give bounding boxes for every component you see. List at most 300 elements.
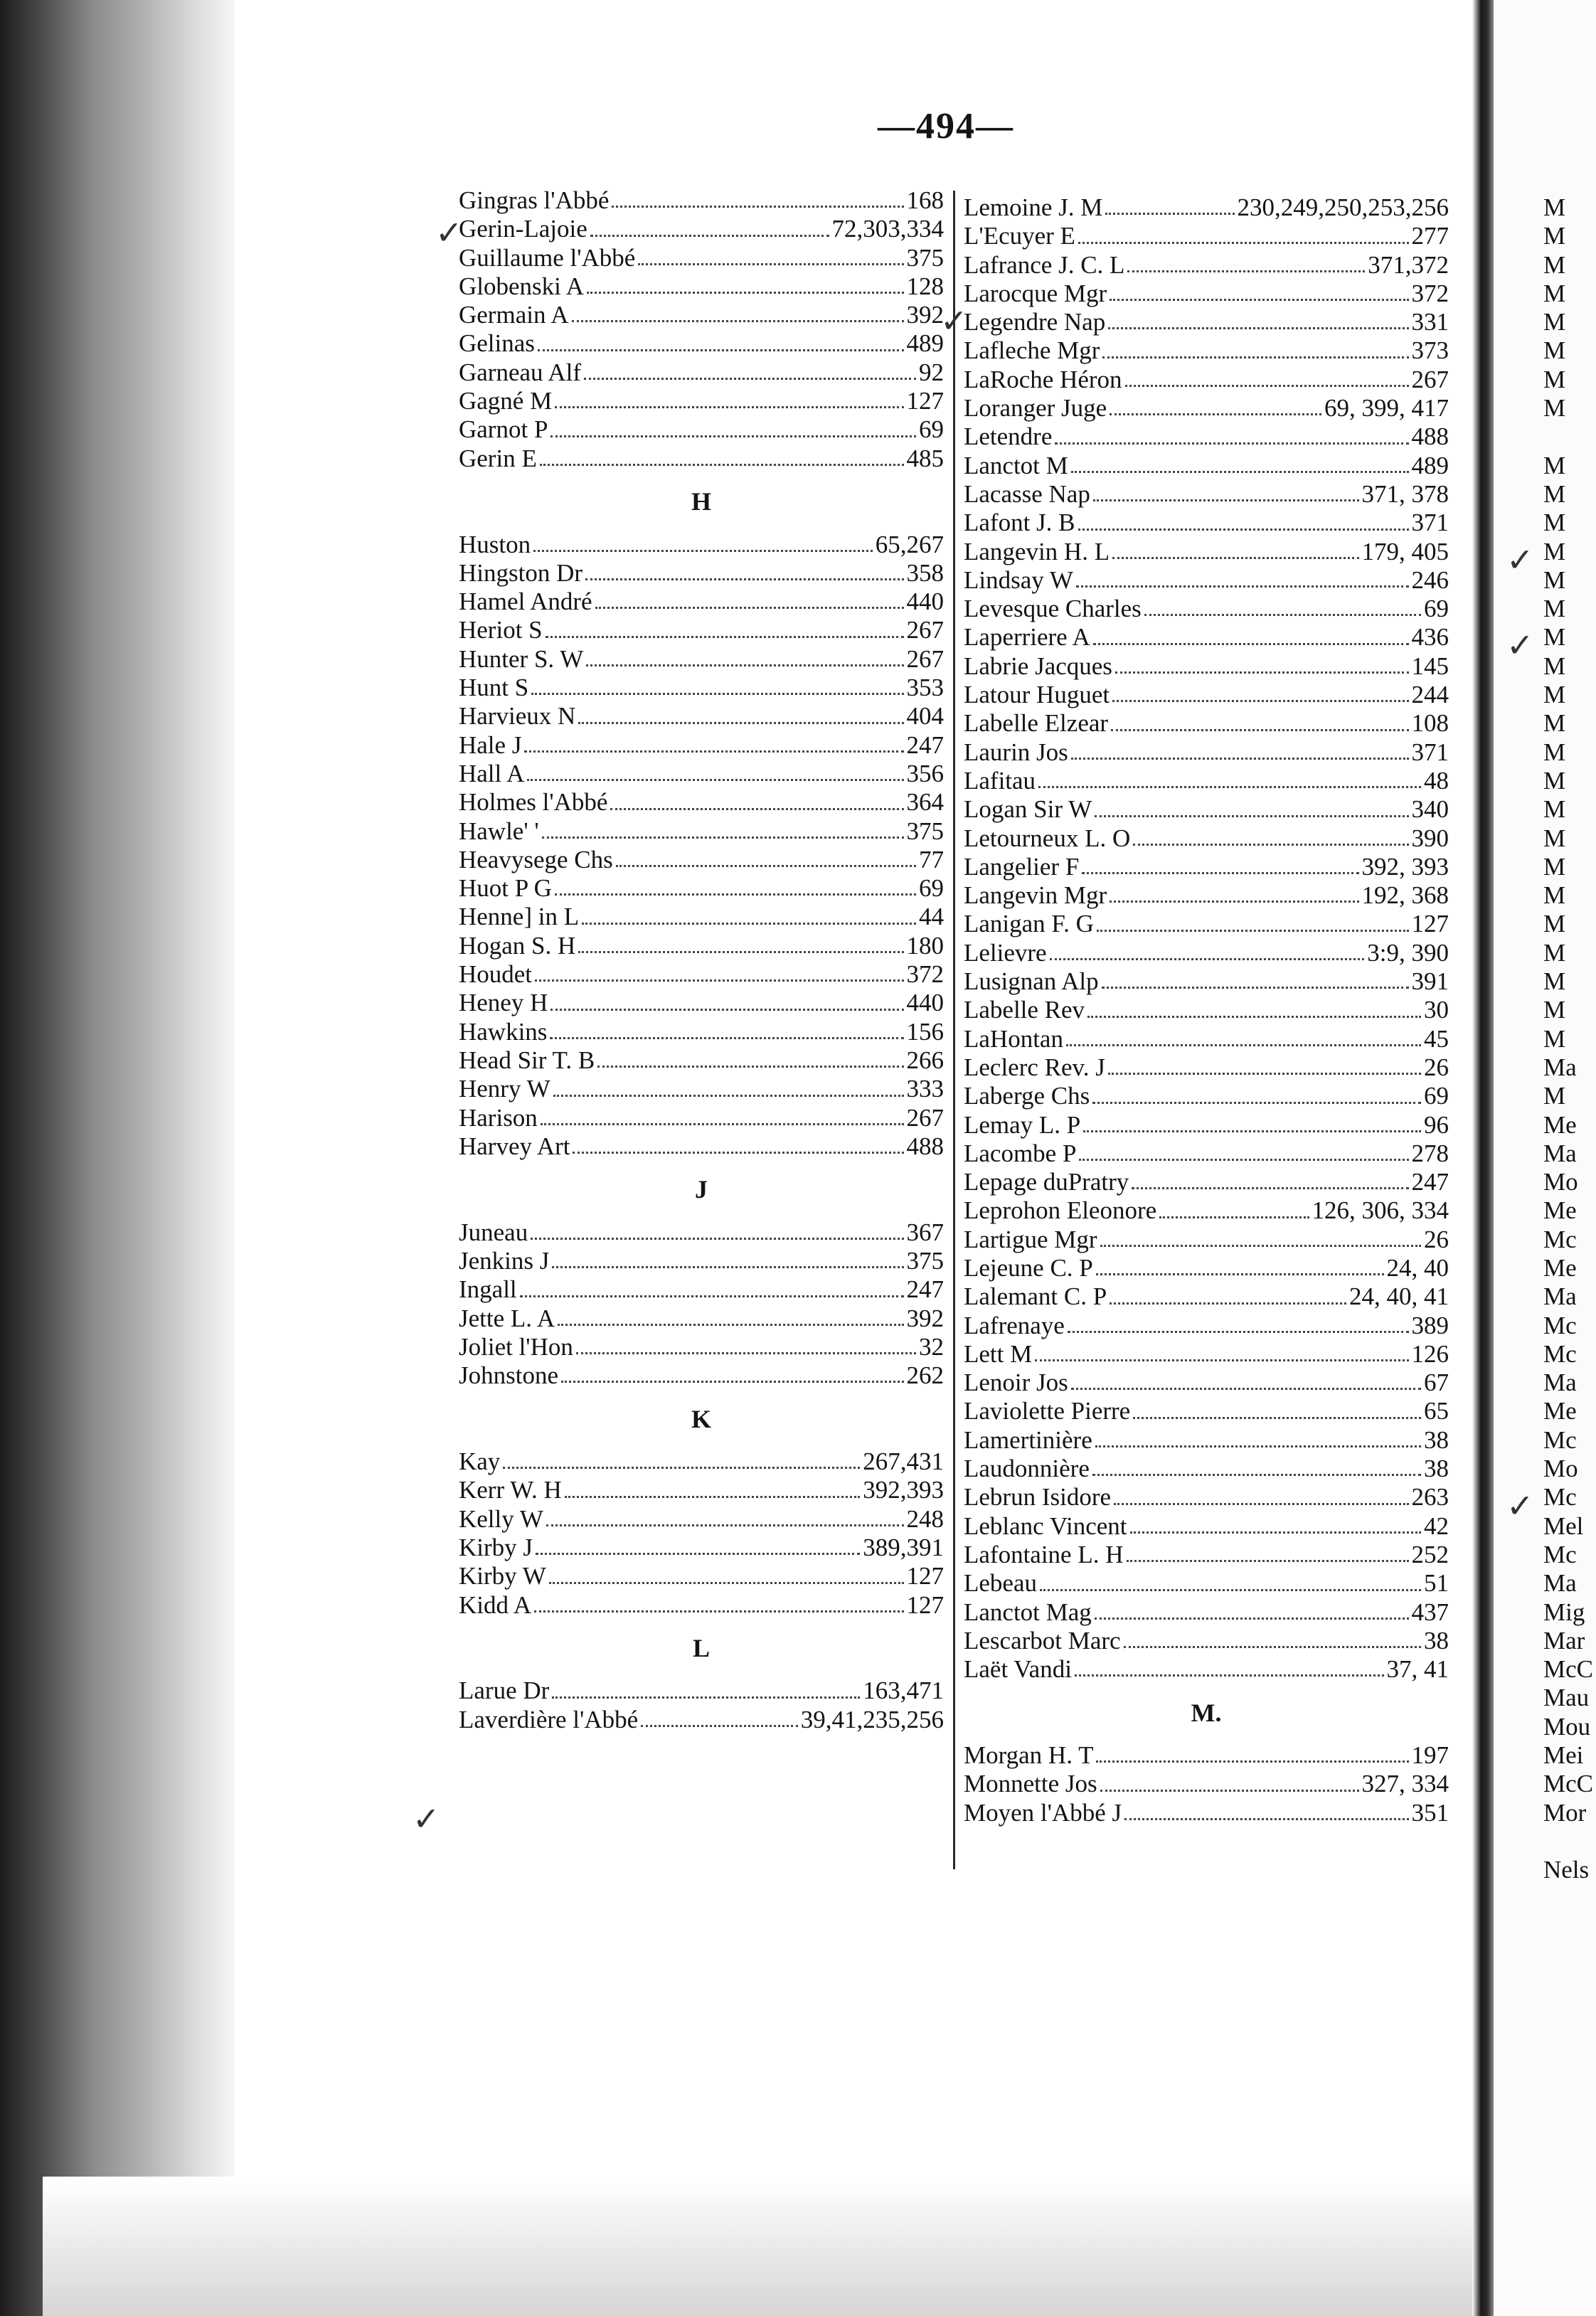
index-entry (459, 1505, 944, 1534)
dot-leader (555, 405, 903, 408)
index-entry (964, 1226, 1449, 1254)
dot-leader (1100, 1244, 1421, 1247)
dot-leader (1071, 470, 1409, 473)
entry-name: Letourneux L. O (964, 824, 1131, 852)
entry-pages: 39,41,235,256 (800, 1705, 944, 1733)
entry-pages: 488 (1411, 423, 1449, 451)
dot-leader (1125, 384, 1409, 387)
dot-leader (550, 1008, 903, 1011)
entry-name: Moyen l'Abbé J (964, 1798, 1122, 1827)
check-mark-icon: ✓ (1506, 1487, 1534, 1525)
entry-pages: 179, 405 (1361, 537, 1449, 565)
index-entry (964, 308, 1449, 336)
dot-leader (546, 1524, 904, 1526)
index-entry (459, 874, 944, 903)
entry-pages: 389 (1411, 1311, 1449, 1339)
index-entry (964, 681, 1449, 709)
index-entry (459, 1361, 944, 1390)
entry-pages: 69 (919, 874, 944, 903)
index-entry (459, 1018, 944, 1046)
dot-leader (576, 1351, 916, 1354)
index-entry (459, 1448, 944, 1476)
dot-leader (1096, 1760, 1408, 1763)
dot-leader (1133, 1416, 1421, 1419)
entry-pages: 38 (1424, 1626, 1449, 1654)
index-entry (459, 674, 944, 702)
entry-name: Morgan H. T (964, 1741, 1094, 1770)
entry-pages: 44 (919, 903, 944, 931)
dot-leader (542, 836, 904, 839)
fragment-entry: Ma (1543, 1569, 1577, 1598)
index-entry (964, 222, 1449, 250)
dot-leader (533, 549, 873, 552)
entry-pages: 372 (1411, 279, 1449, 307)
entry-pages: 72,303,334 (831, 215, 944, 243)
index-entry (964, 910, 1449, 938)
fragment-entry: M (1543, 336, 1566, 365)
entry-name: Hale J (459, 731, 522, 759)
dot-leader (524, 750, 903, 753)
dot-leader (1075, 1674, 1384, 1677)
entry-pages: 277 (1411, 222, 1449, 250)
dot-leader (1087, 1015, 1421, 1018)
dot-leader (541, 1122, 904, 1125)
dot-leader (1092, 1473, 1421, 1476)
entry-name: Laverdière l'Abbé (459, 1705, 639, 1733)
index-entry (964, 709, 1449, 738)
index-entry (964, 1741, 1449, 1770)
index-entry (964, 623, 1449, 652)
dot-leader (578, 950, 903, 953)
entry-pages: 247 (906, 1275, 944, 1304)
entry-pages: 38 (1424, 1425, 1449, 1454)
entry-pages: 42 (1424, 1512, 1449, 1540)
index-entry (459, 1132, 944, 1161)
entry-name: Holmes l'Abbé (459, 788, 608, 817)
entry-pages: 436 (1411, 623, 1449, 652)
dot-leader (503, 1466, 860, 1469)
entry-name: Laberge Chs (964, 1082, 1090, 1110)
index-entry (459, 358, 944, 387)
entry-pages: 126 (1411, 1339, 1449, 1368)
index-entry (964, 795, 1449, 824)
entry-name: Labelle Elzear (964, 709, 1109, 738)
dot-leader (1133, 843, 1408, 846)
index-entry (964, 1025, 1449, 1053)
entry-name: Hamel André (459, 588, 592, 616)
dot-leader (1159, 1216, 1309, 1218)
entry-pages: 127 (906, 387, 944, 415)
index-entry (964, 853, 1449, 881)
dot-leader (1082, 871, 1358, 874)
entry-name: Larocque Mgr (964, 279, 1107, 307)
dot-leader (1127, 1559, 1409, 1562)
entry-name: Latour Huguet (964, 681, 1110, 709)
entry-name: Harvey Art (459, 1132, 570, 1160)
dot-leader (1050, 957, 1365, 960)
entry-name: Lafleche Mgr (964, 336, 1100, 365)
index-entry (459, 1562, 944, 1590)
entry-pages: 127 (906, 1590, 944, 1619)
fragment-entry: M (1543, 1024, 1566, 1053)
index-entry (459, 1677, 944, 1705)
check-mark-icon: ✓ (1506, 541, 1534, 579)
entry-pages: 247 (906, 731, 944, 759)
dot-leader (1130, 1531, 1421, 1534)
entry-name: Lemoine J. M (964, 193, 1103, 221)
entry-pages: 126, 306, 334 (1312, 1196, 1449, 1225)
entry-pages: 263 (1411, 1483, 1449, 1512)
index-entry (964, 967, 1449, 996)
dot-leader (1078, 241, 1409, 244)
index-entry (459, 1534, 944, 1562)
fragment-entry: M (1543, 509, 1566, 537)
entry-pages: 266 (906, 1046, 944, 1074)
index-entry (964, 251, 1449, 280)
dot-leader (553, 1094, 904, 1097)
dot-leader (1102, 986, 1409, 989)
entry-pages: 69 (1424, 595, 1449, 623)
entry-pages: 440 (906, 989, 944, 1017)
entry-name: Laviolette Pierre (964, 1397, 1131, 1425)
entry-name: Kidd A (459, 1590, 532, 1619)
entry-pages: 391 (1411, 967, 1449, 996)
fragment-entry: M (1543, 795, 1566, 824)
index-entry (459, 932, 944, 960)
dot-leader (527, 778, 903, 781)
entry-name: Kirby W (459, 1562, 546, 1590)
entry-pages: 489 (1411, 451, 1449, 479)
entry-name: Lescarbot Marc (964, 1626, 1121, 1654)
entry-name: Lafont J. B (964, 509, 1075, 537)
fragment-entry: M (1543, 193, 1566, 221)
index-entry (964, 1140, 1449, 1168)
index-entry (964, 336, 1449, 365)
entry-pages: 3:9, 390 (1367, 938, 1449, 967)
entry-name: Lanigan F. G (964, 910, 1094, 938)
entry-pages: 485 (906, 444, 944, 472)
entry-name: Kirby J (459, 1533, 533, 1561)
entry-name: Monnette Jos (964, 1770, 1097, 1798)
entry-name: Lindsay W (964, 565, 1073, 594)
dot-leader (1110, 900, 1358, 903)
entry-name: Heriot S (459, 616, 543, 644)
dot-leader (558, 1323, 903, 1326)
entry-name: Lepage duPratry (964, 1168, 1129, 1196)
entry-pages: 69 (1424, 1082, 1449, 1110)
fragment-entry: M (1543, 910, 1566, 938)
dot-leader (536, 1552, 860, 1555)
index-entry (964, 1512, 1449, 1541)
dot-leader (586, 664, 903, 666)
dot-leader (1095, 1617, 1409, 1620)
index-entry (964, 738, 1449, 767)
entry-pages: 371 (1411, 738, 1449, 766)
dot-leader (1079, 1158, 1408, 1161)
dot-leader (1095, 1445, 1421, 1448)
entry-pages: 69 (919, 415, 944, 444)
entry-pages: 375 (906, 817, 944, 845)
fragment-entry: Mel (1543, 1512, 1584, 1540)
fragment-entry: M (1543, 394, 1566, 423)
index-entry (459, 1104, 944, 1132)
dot-leader (561, 1380, 904, 1383)
dot-leader (1110, 1302, 1346, 1305)
fragment-entry: M (1543, 881, 1566, 910)
dot-leader (1115, 671, 1409, 674)
index-entry (459, 445, 944, 473)
entry-name: Heney H (459, 989, 548, 1017)
dot-leader (573, 1151, 903, 1154)
dot-leader (1132, 1186, 1408, 1189)
entry-name: LaRoche Héron (964, 365, 1122, 393)
dot-leader (582, 922, 916, 925)
fragment-entry: Mo (1543, 1168, 1578, 1196)
fragment-entry: Mc (1543, 1483, 1577, 1512)
dot-leader (1124, 1817, 1408, 1820)
index-entry (964, 538, 1449, 566)
fragment-entry: Mc (1543, 1339, 1577, 1368)
fragment-entry: M (1543, 451, 1566, 479)
entry-pages: 30 (1424, 996, 1449, 1024)
fragment-entry: Mo (1543, 1455, 1578, 1483)
entry-name: Lafrance J. C. L (964, 250, 1125, 279)
entry-name: Joliet l'Hon (459, 1332, 573, 1361)
entry-pages: 392,393 (863, 1476, 944, 1504)
dot-leader (520, 1295, 904, 1297)
dot-leader (1102, 356, 1408, 358)
entry-pages: 262 (906, 1361, 944, 1390)
entry-name: Hall A (459, 759, 525, 787)
dot-leader (1108, 326, 1408, 329)
entry-name: Leprohon Eleonore (964, 1196, 1157, 1225)
entry-name: Lebrun Isidore (964, 1483, 1112, 1512)
index-entry (964, 480, 1449, 509)
index-entry (459, 1591, 944, 1620)
fragment-entry: Ma (1543, 1369, 1577, 1397)
index-entry (964, 280, 1449, 308)
index-entry (964, 1598, 1449, 1627)
entry-name: Lafrenaye (964, 1311, 1065, 1339)
dot-leader (1114, 1502, 1408, 1505)
entry-pages: 392 (906, 1304, 944, 1332)
dot-leader (1097, 929, 1409, 932)
entry-name: Henne] in L (459, 903, 580, 931)
entry-pages: 192, 368 (1361, 881, 1449, 910)
dot-leader (1066, 1043, 1421, 1046)
index-entry (459, 215, 944, 243)
index-entry (459, 1333, 944, 1361)
entry-name: Laudonnière (964, 1455, 1090, 1483)
fragment-entry: M (1543, 308, 1566, 336)
entry-pages: 145 (1411, 652, 1449, 680)
entry-name: Hingston Dr (459, 558, 583, 587)
entry-pages: 38 (1424, 1455, 1449, 1483)
entry-pages: 128 (906, 272, 944, 300)
entry-pages: 353 (906, 674, 944, 702)
entry-name: Langevin Mgr (964, 881, 1107, 910)
entry-name: Lalemant C. P (964, 1282, 1107, 1311)
entry-name: Harison (459, 1103, 538, 1132)
entry-name: Laët Vandi (964, 1655, 1072, 1684)
entry-pages: 392 (906, 301, 944, 329)
entry-pages: 244 (1411, 681, 1449, 709)
dot-leader (550, 435, 916, 437)
fragment-entry: M (1543, 250, 1566, 279)
index-entry (459, 588, 944, 616)
entry-name: Lett M (964, 1339, 1033, 1368)
entry-name: Juneau (459, 1218, 528, 1246)
dot-leader (534, 1610, 903, 1613)
entry-pages: 230,249,250,253,256 (1237, 193, 1449, 221)
index-entry (964, 1053, 1449, 1082)
dot-leader (1110, 298, 1408, 301)
entry-pages: 248 (906, 1504, 944, 1533)
entry-name: Letendre (964, 423, 1053, 451)
entry-name: Logan Sir W (964, 795, 1092, 824)
entry-name: Harvieux N (459, 702, 576, 731)
entry-name: Lebeau (964, 1569, 1037, 1598)
index-entry (964, 1397, 1449, 1425)
index-entry (964, 1541, 1449, 1569)
entry-name: Globenski A (459, 272, 584, 300)
entry-pages: 404 (906, 702, 944, 731)
index-entry (459, 989, 944, 1017)
entry-pages: 267 (906, 644, 944, 673)
entry-pages: 69, 399, 417 (1324, 394, 1449, 423)
dot-leader (565, 1495, 860, 1498)
index-entry (459, 301, 944, 329)
dot-leader (1096, 1273, 1384, 1275)
fragment-entry: M (1543, 738, 1566, 766)
entry-pages: 26 (1424, 1225, 1449, 1253)
fragment-entry: M (1543, 938, 1566, 967)
index-entry (459, 186, 944, 215)
entry-name: Garnot P (459, 415, 548, 444)
entry-name: Guillaume l'Abbé (459, 243, 636, 272)
entry-name: Leblanc Vincent (964, 1512, 1127, 1540)
index-entry (459, 1218, 944, 1247)
index-entry (964, 1082, 1449, 1110)
entry-pages: 246 (1411, 565, 1449, 594)
index-column-2 (964, 193, 1449, 1827)
entry-pages: 267 (906, 1103, 944, 1132)
fragment-bottom: Nels (1543, 1855, 1590, 1884)
entry-pages: 67 (1424, 1369, 1449, 1397)
dot-leader (1127, 270, 1365, 272)
fragment-entry: M (1543, 479, 1566, 508)
entry-pages: 197 (1411, 1741, 1449, 1770)
entry-name: Hawle' ' (459, 817, 539, 845)
fragment-entry: M (1543, 681, 1566, 709)
entry-pages: 247 (1411, 1168, 1449, 1196)
entry-name: Lelievre (964, 938, 1047, 967)
entry-pages: 331 (1411, 308, 1449, 336)
fragment-entry: Ma (1543, 1053, 1577, 1081)
dot-leader (1068, 1330, 1409, 1333)
dot-leader (535, 979, 903, 982)
entry-pages: 389,391 (863, 1533, 944, 1561)
entry-name: Hawkins (459, 1017, 548, 1046)
fragment-entry: Mau (1543, 1684, 1590, 1712)
index-entry (964, 193, 1449, 222)
entry-pages: 32 (919, 1332, 944, 1361)
index-column-3-fragments (1543, 193, 1596, 1884)
entry-name: Loranger Juge (964, 394, 1107, 423)
index-entry (964, 1282, 1449, 1311)
index-entry (964, 1455, 1449, 1483)
entry-name: Gagné M (459, 387, 553, 415)
fragment-entry: Mig (1543, 1598, 1585, 1626)
entry-name: Germain A (459, 301, 569, 329)
fragment-entry: Me (1543, 1397, 1577, 1425)
fragment-entry: M (1543, 652, 1566, 680)
dot-leader (616, 864, 916, 867)
index-entry (459, 415, 944, 444)
dot-leader (590, 234, 829, 237)
dot-leader (1092, 1101, 1421, 1104)
index-entry (459, 1305, 944, 1333)
entry-pages: 371, 378 (1361, 479, 1449, 508)
index-entry (459, 616, 944, 644)
entry-pages: 267 (1411, 365, 1449, 393)
entry-pages: 180 (906, 931, 944, 960)
dot-leader (1035, 1359, 1408, 1361)
fragment-entry: M (1543, 824, 1566, 852)
entry-name: Gelinas (459, 329, 535, 358)
fragment-entry: Mar (1543, 1626, 1585, 1654)
index-column-1 (459, 186, 944, 1734)
fragment-entry: M (1543, 623, 1566, 652)
dot-leader (1095, 814, 1408, 817)
index-entry (459, 387, 944, 415)
entry-name: Lenoir Jos (964, 1369, 1068, 1397)
check-mark-icon: ✓ (435, 213, 463, 252)
entry-pages: 127 (906, 1562, 944, 1590)
index-entry (459, 1075, 944, 1103)
entry-pages: 77 (919, 845, 944, 873)
dot-leader (1083, 1130, 1421, 1132)
index-entry (459, 645, 944, 674)
entry-pages: 371,372 (1368, 250, 1449, 279)
check-mark-icon: ✓ (413, 1800, 440, 1838)
entry-name: Hunt S (459, 674, 529, 702)
entry-pages: 37, 41 (1386, 1655, 1449, 1684)
dot-leader (546, 635, 904, 638)
index-entry (964, 1799, 1449, 1827)
index-entry (459, 1706, 944, 1734)
index-entry (459, 531, 944, 559)
page-number: —494— (878, 106, 1014, 147)
entry-pages: 278 (1411, 1139, 1449, 1167)
section-heading: L (692, 1633, 710, 1662)
dot-leader (1071, 1387, 1421, 1390)
index-entry (459, 244, 944, 272)
book-spine-shadow (0, 0, 235, 2316)
index-entry (964, 1770, 1449, 1798)
entry-pages: 358 (906, 558, 944, 587)
dot-leader (1108, 1072, 1421, 1075)
dot-leader (578, 721, 903, 724)
section-heading: M. (1191, 1698, 1222, 1727)
entry-name: Ingall (459, 1275, 517, 1304)
entry-name: Lanctot Mag (964, 1598, 1092, 1626)
entry-pages: 351 (1411, 1798, 1449, 1827)
index-entry (964, 452, 1449, 480)
entry-name: Lemay L. P (964, 1110, 1081, 1139)
index-entry (964, 509, 1449, 537)
index-entry (964, 996, 1449, 1024)
